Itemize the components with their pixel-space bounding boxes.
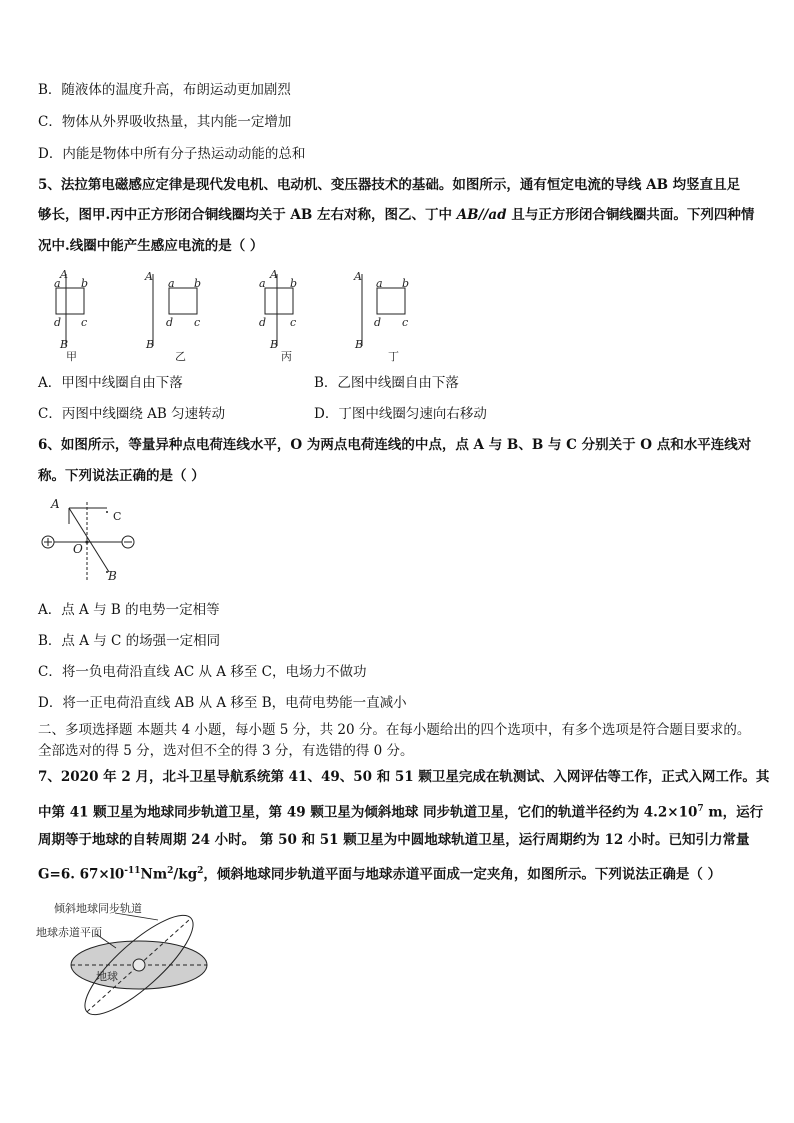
svg-text:地球: 地球 xyxy=(96,970,118,983)
svg-text:d: d xyxy=(259,316,267,329)
svg-text:B: B xyxy=(60,338,69,351)
svg-text:C: C xyxy=(113,510,122,523)
svg-text:b: b xyxy=(402,277,410,290)
q7-stem-line2: 中第 41 颗卫星为地球同步轨道卫星，第 49 颗卫星为倾斜地球 同步轨道卫星，它们的轨道半径约为 $4.2\times 10^7$ m，运行 xyxy=(38,804,764,821)
svg-text:丙: 丙 xyxy=(281,350,292,363)
svg-text:a: a xyxy=(259,277,266,290)
q6-option-a: A．点 A 与 B 的电势一定相等 xyxy=(38,602,220,618)
svg-text:b: b xyxy=(290,277,298,290)
q5-fig-bing xyxy=(259,268,297,363)
q6-option-c: C．将一负电荷沿直线 AC 从 A 移至 C，电场力不做功 xyxy=(38,664,367,680)
q5-stem-line1: 5、法拉第电磁感应定律是现代发电机、电动机、变压器技术的基础。如图所示，通有恒定电流的导线 AB 均竖直且足 xyxy=(38,177,741,193)
q7-figure xyxy=(30,896,220,1022)
svg-text:B: B xyxy=(355,338,364,351)
svg-text:B: B xyxy=(270,338,279,351)
q7-stem-line1: 7、2020 年 2 月，北斗卫星导航系统第 41、49、50 和 51 颗卫星完成在轨测试、入网评估等工作，正式入网工作。其 xyxy=(38,769,770,785)
q5-option-c: C．丙图中线圈绕 AB 匀速转动 xyxy=(38,406,226,422)
svg-text:c: c xyxy=(290,316,297,329)
q5-option-b: B．乙图中线圈自由下落 xyxy=(314,375,459,391)
q5-figure xyxy=(44,268,424,368)
section2-header-line1: 二、多项选择题 本题共 4 小题，每小题 5 分，共 20 分。在每小题给出的四个选项中，有多个选项是符合题目要求的。 xyxy=(38,722,751,738)
svg-text:b: b xyxy=(81,277,89,290)
svg-text:a: a xyxy=(376,277,383,290)
svg-text:地球赤道平面: 地球赤道平面 xyxy=(36,926,102,939)
prev-option-b: B．随液体的温度升高，布朗运动更加剧烈 xyxy=(38,82,291,98)
svg-text:乙: 乙 xyxy=(175,350,186,363)
svg-text:a: a xyxy=(54,277,61,290)
svg-text:d: d xyxy=(374,316,382,329)
section2-header-line2: 全部选对的得 5 分，选对但不全的得 3 分，有选错的得 0 分。 xyxy=(38,743,414,759)
svg-text:c: c xyxy=(81,316,88,329)
svg-text:c: c xyxy=(402,316,409,329)
prev-option-d: D．内能是物体中所有分子热运动动能的总和 xyxy=(38,146,306,162)
q5-option-a: A．甲图中线圈自由下落 xyxy=(38,375,183,391)
q6-figure xyxy=(38,494,138,590)
svg-text:丁: 丁 xyxy=(388,350,399,363)
svg-text:A: A xyxy=(145,270,153,283)
svg-text:O: O xyxy=(73,542,83,556)
svg-text:B: B xyxy=(146,338,155,351)
q6-stem-line1: 6、如图所示，等量异种点电荷连线水平，O 为两点电荷连线的中点，点 A 与 B、B 与 C 分别关于 O 点和水平连线对 xyxy=(38,437,752,453)
svg-text:a: a xyxy=(168,277,175,290)
svg-text:b: b xyxy=(194,277,202,290)
q5-stem-line3: 况中.线圈中能产生感应电流的是（ ） xyxy=(38,238,264,254)
q5-fig-jia xyxy=(54,268,88,363)
q5-stem-line2: 够长，图甲.丙中正方形闭合铜线圈均关于 AB 左右对称，图乙、丁中 AB//ad 且与正方形闭合铜线圈共面。下列四种情 xyxy=(38,207,755,223)
svg-text:A: A xyxy=(270,268,278,281)
svg-text:甲: 甲 xyxy=(66,350,77,363)
svg-text:d: d xyxy=(54,316,62,329)
q6-option-b: B．点 A 与 C 的场强一定相同 xyxy=(38,633,221,649)
q5-fig-yi xyxy=(144,270,201,363)
q6-option-d: D．将一正电荷沿直线 AB 从 A 移至 B，电荷电势能一直减小 xyxy=(38,695,407,711)
svg-text:A: A xyxy=(354,270,362,283)
q6-stem-line2: 称。下列说法正确的是（ ） xyxy=(38,468,205,484)
svg-text:c: c xyxy=(194,316,201,329)
q7-stem-line3: 周期等于地球的自转周期 24 小时。 第 50 和 51 颗卫星为中圆地球轨道卫星，运行周期约为 12 小时。已知引力常量 xyxy=(38,832,750,848)
svg-text:d: d xyxy=(166,316,174,329)
svg-text:B: B xyxy=(108,569,117,583)
svg-text:倾斜地球同步轨道: 倾斜地球同步轨道 xyxy=(54,902,142,915)
q5-option-d: D．丁图中线圈匀速向右移动 xyxy=(314,406,487,422)
svg-text:A: A xyxy=(51,497,60,511)
q7-stem-line4: G=6. $67\times l0^{-11}Nm^2/kg^2$，倾斜地球同步轨道平面与地球赤道平面成一定夹角，如图所示。下列说法正确是（ ） xyxy=(38,866,722,883)
svg-text:A: A xyxy=(60,268,68,281)
prev-option-c: C．物体从外界吸收热量，其内能一定增加 xyxy=(38,114,292,130)
q5-fig-ding xyxy=(353,270,409,363)
